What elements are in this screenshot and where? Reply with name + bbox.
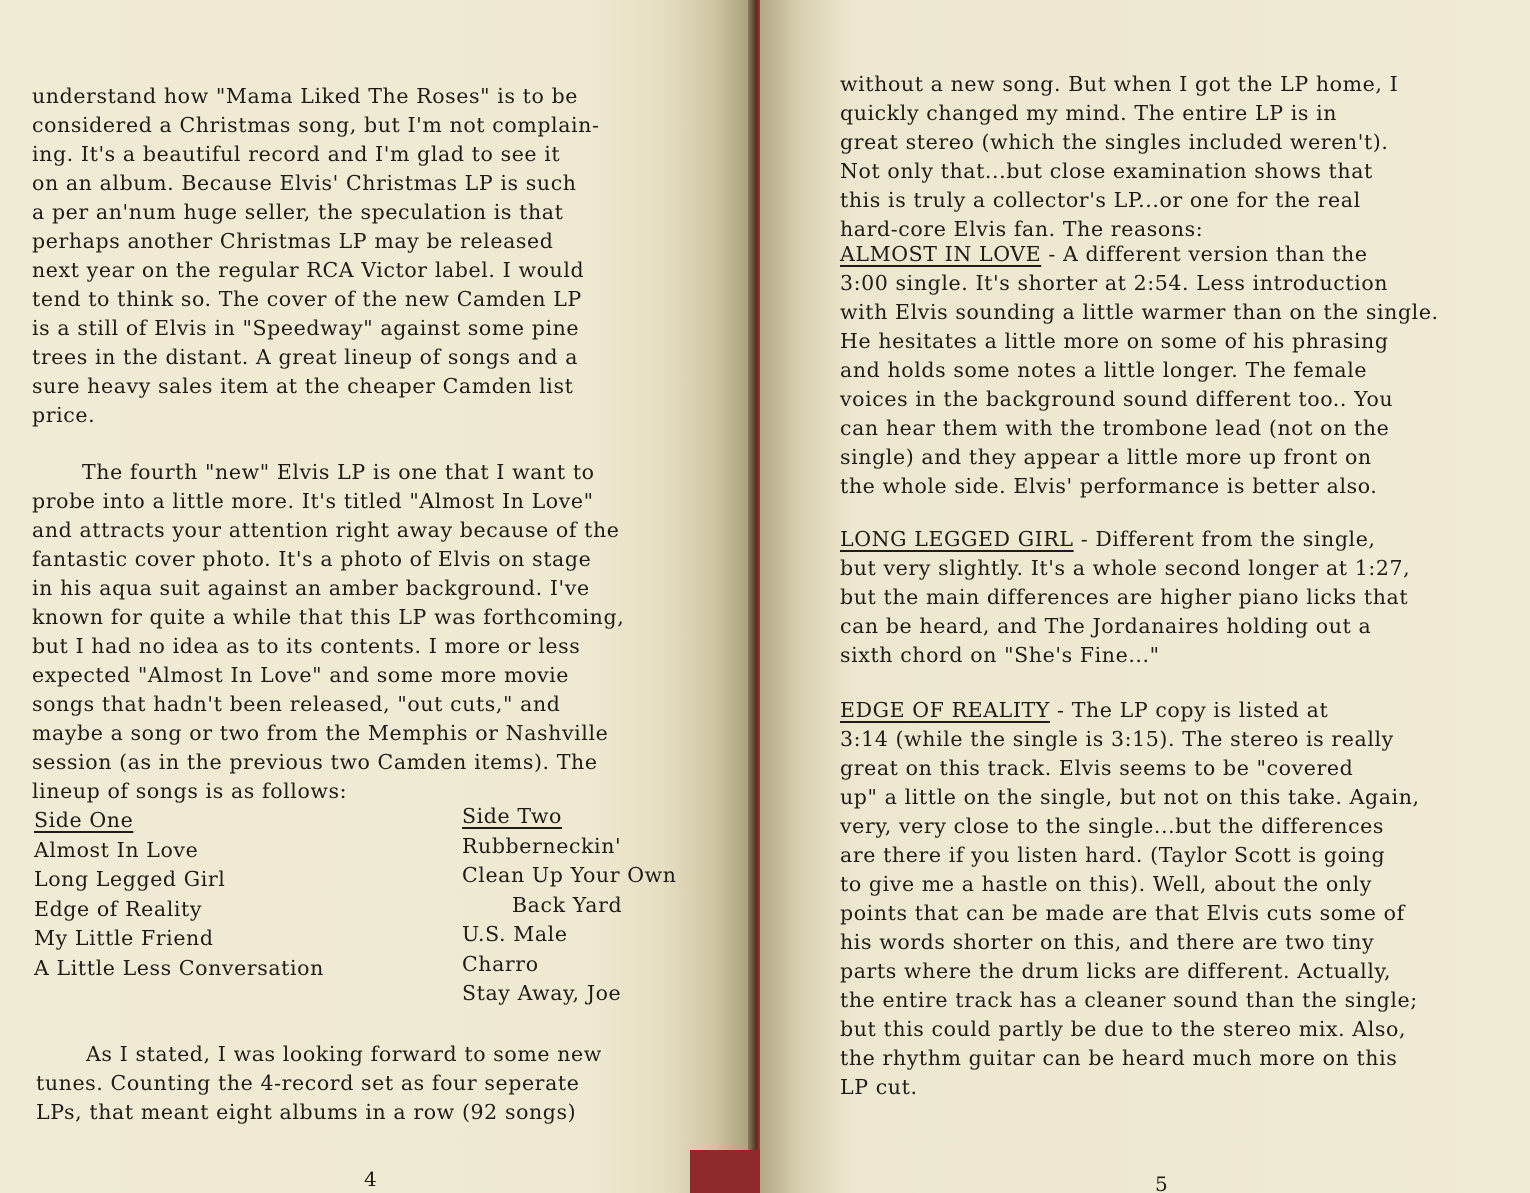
text-line: maybe a song or two from the Memphis or Nashville (32, 721, 609, 745)
almost-in-love-section (840, 240, 1439, 501)
text-line: and attracts your attention right away because of the (32, 518, 620, 542)
text-line: hard-core Elvis fan. The reasons: (840, 217, 1204, 241)
text-line: are there if you listen hard. (Taylor Scott is going (840, 843, 1386, 867)
left-paragraph-2 (32, 458, 624, 806)
song-title: Stay Away, Joe (462, 981, 622, 1005)
text-line: in his aqua suit against an amber background. I've (32, 576, 590, 600)
text-line: sixth chord on "She's Fine..." (840, 643, 1160, 667)
edge-of-reality-title: EDGE OF REALITY (840, 698, 1050, 722)
text-line: sure heavy sales item at the cheaper Camden list (32, 374, 574, 398)
side-two-list (462, 802, 677, 1009)
text-line: LPs, that meant eight albums in a row (92 songs) (36, 1100, 577, 1124)
text-line: trees in the distant. A great lineup of songs and a (32, 345, 579, 369)
text-line: perhaps another Christmas LP may be released (32, 229, 554, 253)
text-line: session (as in the previous two Camden items). The (32, 750, 598, 774)
song-title: My Little Friend (34, 926, 214, 950)
text-line: expected "Almost In Love" and some more movie (32, 663, 570, 687)
text-line: to give me a hastle on this). Well, about the only (840, 872, 1372, 896)
left-paragraph-3 (36, 1040, 602, 1127)
text-line: the whole side. Elvis' performance is better also. (840, 474, 1378, 498)
right-page (760, 0, 1530, 1193)
text-line: parts where the drum licks are different. Actually, (840, 959, 1392, 983)
page-number-left: 4 (364, 1167, 377, 1191)
text-line: probe into a little more. It's titled "Almost In Love" (32, 489, 594, 513)
song-title: Almost In Love (34, 837, 199, 862)
text-line: considered a Christmas song, but I'm not complain- (32, 113, 600, 137)
text-line: quickly changed my mind. The entire LP is in (840, 101, 1338, 125)
long-legged-girl-section (840, 525, 1410, 670)
song-title: Back Yard (512, 892, 623, 917)
text-line: next year on the regular RCA Victor label. I would (32, 258, 585, 282)
almost-in-love-title: ALMOST IN LOVE (840, 242, 1042, 266)
text-line: a per an'num huge seller, the speculation is that (32, 200, 564, 224)
text-line: points that can be made are that Elvis cuts some of (840, 901, 1405, 925)
section-first-line (840, 525, 1410, 554)
section-first-line-text: - Different from the single, (1073, 527, 1376, 551)
text-line: price. (32, 403, 96, 427)
text-line: fantastic cover photo. It's a photo of Elvis on stage (32, 547, 592, 571)
text-line: but very slightly. It's a whole second longer at 1:27, (840, 556, 1411, 580)
text-line: the rhythm guitar can be heard much more on this (840, 1046, 1398, 1070)
text-line: his words shorter on this, and there are two tiny (840, 930, 1375, 954)
text-line: 3:00 single. It's shorter at 2:54. Less introduction (840, 271, 1389, 295)
text-line: very, very close to the single...but the differences (840, 814, 1385, 838)
text-line: the entire track has a cleaner sound than the single; (840, 988, 1418, 1012)
edge-of-reality-section (840, 696, 1420, 1102)
text-line: known for quite a while that this LP was forthcoming, (32, 605, 625, 629)
text-line: songs that hadn't been released, "out cuts," and (32, 692, 561, 716)
text-line: understand how "Mama Liked The Roses" is to be (32, 84, 579, 108)
long-legged-girl-title: LONG LEGGED GIRL (840, 527, 1074, 551)
text-line: He hesitates a little more on some of his phrasing (840, 329, 1389, 353)
left-page (0, 0, 752, 1193)
text-line: with Elvis sounding a little warmer than on the single. (840, 300, 1439, 324)
text-line: without a new song. But when I got the LP home, I (840, 72, 1399, 96)
text-line: on an album. Because Elvis' Christmas LP is such (32, 171, 577, 195)
text-line: voices in the background sound different too.. You (840, 387, 1394, 411)
song-title: Rubberneckin' (462, 833, 622, 858)
text-line: great stereo (which the singles included weren't). (840, 130, 1389, 154)
song-title: A Little Less Conversation (34, 955, 324, 980)
text-line: As I stated, I was looking forward to some new (86, 1042, 602, 1066)
text-line: great on this track. Elvis seems to be "covered (840, 756, 1354, 780)
text-line: LP cut. (840, 1075, 918, 1099)
text-line: lineup of songs is as follows: (32, 779, 348, 803)
side-one-heading: Side One (34, 808, 134, 832)
text-line: can be heard, and The Jordanaires holding out a (840, 614, 1372, 638)
section-first-line-text: - The LP copy is listed at (1049, 698, 1329, 722)
left-paragraph-1 (32, 82, 600, 430)
text-line: The fourth "new" Elvis LP is one that I want to (82, 460, 595, 484)
page-number-right: 5 (1155, 1172, 1168, 1193)
text-line: is a still of Elvis in "Speedway" against some pine (32, 316, 580, 340)
section-first-line (840, 240, 1439, 269)
text-line: but I had no idea as to its contents. I more or less (32, 634, 581, 658)
song-title: Clean Up Your Own (462, 863, 677, 887)
side-two-heading: Side Two (462, 804, 563, 828)
text-line: but this could partly be due to the stereo mix. Also, (840, 1017, 1407, 1041)
text-line: this is truly a collector's LP...or one for the real (840, 188, 1361, 212)
song-title: Charro (462, 951, 539, 976)
text-line: single) and they appear a little more up front on (840, 445, 1372, 469)
right-paragraph-1 (840, 70, 1398, 244)
song-title: Long Legged Girl (34, 867, 226, 891)
text-line: tunes. Counting the 4-record set as four seperate (36, 1071, 580, 1095)
section-first-line (840, 696, 1420, 725)
text-line: and holds some notes a little longer. The female (840, 358, 1368, 382)
text-line: Not only that...but close examination shows that (840, 159, 1373, 183)
section-first-line-text: - A different version than the (1041, 242, 1368, 266)
text-line: up" a little on the single, but not on this take. Again, (840, 785, 1420, 809)
text-line: tend to think so. The cover of the new Camden LP (32, 287, 582, 311)
text-line: 3:14 (while the single is 3:15). The stereo is really (840, 727, 1394, 751)
text-line: but the main differences are higher piano licks that (840, 585, 1409, 609)
song-title: Edge of Reality (34, 896, 203, 921)
song-title: U.S. Male (462, 922, 568, 946)
text-line: can hear them with the trombone lead (not on the (840, 416, 1390, 440)
text-line: ing. It's a beautiful record and I'm glad to see it (32, 142, 561, 166)
side-one-list (34, 806, 324, 983)
